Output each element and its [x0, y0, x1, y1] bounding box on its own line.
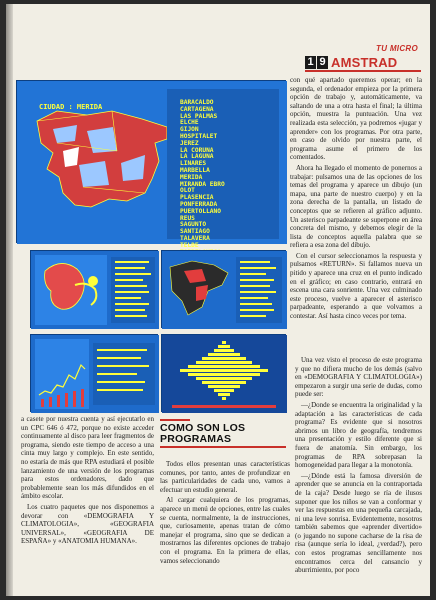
city-list — [180, 100, 225, 263]
magazine-name: TU MICRO — [376, 44, 418, 53]
article-column-far — [295, 356, 422, 577]
screenshot-anatomy — [30, 250, 158, 328]
city-item: MARBELLA — [180, 166, 210, 174]
article-column-right — [290, 76, 422, 323]
city-item: MERIDA — [180, 173, 203, 181]
city-item: LAS PALMAS — [180, 112, 218, 120]
header-rule — [305, 70, 421, 72]
city-item: JEREZ — [180, 139, 199, 147]
heading-rule — [160, 446, 286, 448]
screenshot-world-map — [161, 250, 286, 328]
article-column-middle — [160, 460, 290, 567]
paragraph: —¿Donde se encuentra la originalidad y la adaptación a las características de cada programa? Es evidente que si nosotros abrimos un libro de geografía, tendremos una presentación y estilo diferente que si fuera de anatomía. Sin embargo, los programas de RPA sobrepasan la homogeneidad para llegar a la monotonía. — [295, 400, 422, 470]
map-city-label: CIUDAD : MERIDA — [39, 103, 103, 111]
paragraph: Todos ellos presentan unas características comunes, por tanto, antes de profundizar en las particularidades de cada uno, vamos a efectuar un estudio general. — [160, 460, 290, 494]
heading-line: PROGRAMAS — [160, 433, 232, 445]
climatology-graphic — [31, 335, 159, 413]
screenshot-spain-map — [16, 80, 286, 249]
paragraph: Con el cursor seleccionamos la respuesta y pulsamos «RETURN». Si fallamos nueva un pitido y aparece una cruz en el punto indicado en el gráfico; en caso contrario, entrará en escena una cara sonriente. Una vez culminado este proceso, vuelve a aparecer el asterisco parpadeante, esperando a que volvamos a contestar. Así hasta cinco veces por tema. — [290, 251, 422, 321]
city-item: PUERTOLLANO — [180, 207, 221, 215]
issue-number — [305, 56, 329, 69]
section-heading — [160, 423, 286, 445]
paragraph: —¿Dónde está la famosa diversión de aprender que se anuncia en la contraportada de la caja? Desde luego se ría de ilusos suponer que los niños se van a conformar y ver las respuestas en una pequeña carcajada, ni una leve sonrisa. Evidentemente, nosotros también sabemos que «aprender divertido» (o jugando no supone cacharse de la risa de risa (aunque sería lo ideal, ¿verdad?), pero con estos programas sencillamente nos encontramos cerca del cansancio y aburrimiento, por poco — [295, 471, 422, 575]
population-graphic — [162, 335, 287, 413]
city-item: LA CORUNA — [180, 146, 214, 154]
heading-line: COMO SON LOS — [160, 422, 246, 434]
city-item: MIRANDA EBRO — [180, 180, 225, 188]
city-item: GIJON — [180, 126, 199, 134]
city-item: PONFERRADA — [180, 200, 218, 208]
screenshot-population-pyramid — [161, 334, 286, 412]
city-item: TALAVERA — [180, 234, 210, 242]
paragraph: Ahora ha llegado el momento de ponernos a trabajar: pulsamos una de las opciones de los temas del programa y aparece un dibujo (un mapa, una parte de nuestro cuerpo) y en la zona derecha de la pantalla, un listado de conceptos que se refieren al gráfico adjunto. Un asterisco parpadeante se superpone en área concreta del mismo, y debemos elegir de la lista de conceptos aquella palabra que se refiera a esa zona del dibujo. — [290, 163, 422, 250]
city-item: LA LAGUNA — [180, 153, 214, 161]
anatomy-graphic — [31, 251, 159, 329]
city-item: SAGUNTO — [180, 221, 207, 229]
city-item: OLOT — [180, 187, 195, 195]
article-column-left — [21, 415, 154, 548]
page-gutter — [6, 4, 13, 596]
city-item: CARTAGENA — [180, 105, 214, 113]
paragraph: con qué apartado queremos operar; en la segunda, el ordenador empieza por la primera opción de trabajo y, automáticamente, va saltando de una a otra hasta el final; la última opción, muestra la puntuación. Una vez realizada esta selección, ya podremos «jugar y aprender» con los programas. Por otra parte, en caso de olvido por nuestra parte, el programa asume el primero de los comentados. — [290, 76, 422, 162]
paragraph: Los cuatro paquetes que nos disponemos a devorar con «DEMOGRAFIA Y CLIMATOLOGIA», «GEOGRAFIA UNIVERSAL», «GEOGRAFIA DE ESPAÑA» y «ANATOMIA HUMANA». — [21, 502, 154, 546]
city-item: TELDE — [180, 241, 199, 249]
city-item: LINARES — [180, 160, 207, 168]
paragraph: Al cargar cualquiera de los programas, aparece un menú de opciones, entre las cuales se cuenta, normalmente, la de instrucciones, que, curiosamente, apenas tratan de cómo manejar el programa, sino que se dedican a mostrarnos las diferentes opciones de trabajo con el programa. En la primera de ellas, vamos seleccionando — [160, 496, 290, 565]
issue-digit: 9 — [317, 56, 328, 69]
city-item: SANTIAGO — [180, 228, 210, 236]
city-item: HOSPITALET — [180, 132, 218, 140]
city-item: ELCHE — [180, 119, 199, 127]
screenshot-climatology — [30, 334, 158, 412]
city-item: BARACALDO — [180, 99, 214, 106]
paragraph: a casete por nuestra cuenta y así ejecutarlo en un CPC 646 ó 472, porque no existe acceder continuamente al disco para leer fragmentos de programa, siendo este tiempo de acceso a una cinta muy largo y complejo. En este sentido, no estaría de más que RPA estudiará el posible lanzamiento de una versión de los programas para estos ordenadores, dado que probablemente sean los más difundidos en el ámbito escolar. — [21, 415, 154, 501]
magazine-page — [6, 4, 430, 596]
world-map-graphic — [162, 251, 287, 329]
paragraph: Una vez visto el proceso de este programa y que no difiera mucho de los demás (salvo en «DEMOGRAFIA Y CLIMATOLOGIA») empezaron a surgir una serie de dudas, como puede ser: — [295, 356, 422, 399]
issue-digit: 1 — [305, 56, 316, 69]
city-item: REUS — [180, 214, 195, 222]
heading-accent-rule — [160, 419, 190, 421]
city-item: PLASENCIA — [180, 194, 214, 202]
section-title: AMSTRAD — [331, 55, 398, 70]
